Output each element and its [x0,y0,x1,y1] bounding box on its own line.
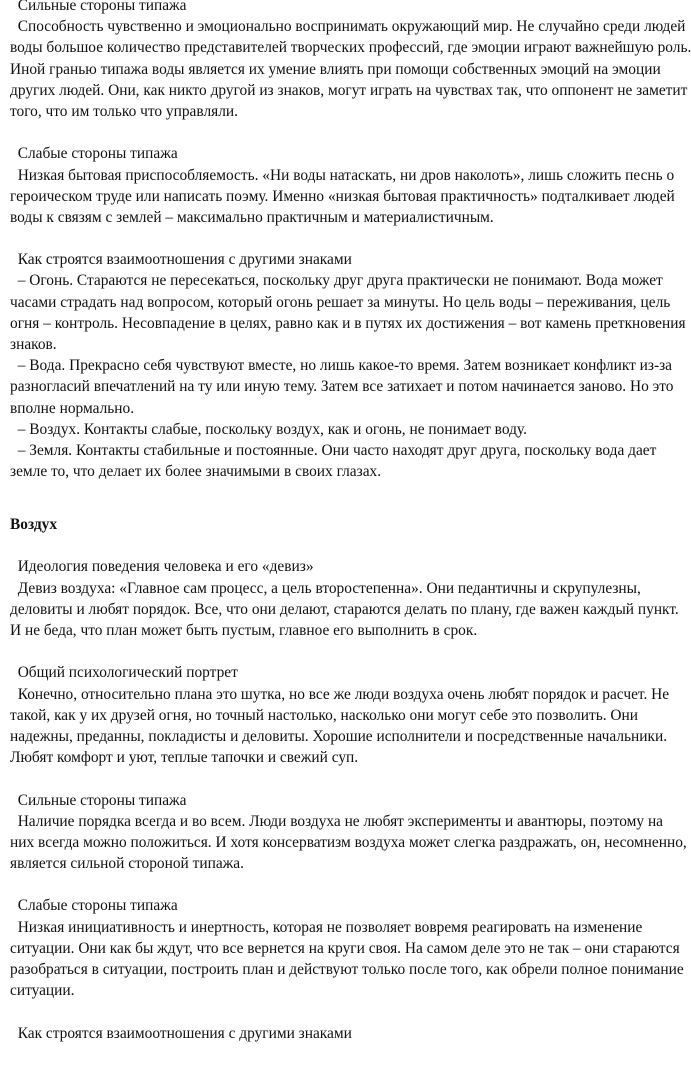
paragraph-line: разногласий впечатлений на ту или иную тему. Затем все затихает и потом начинается заново. Но это [10,378,674,396]
paragraph-line: Низкая инициативность и инертность, которая не позволяет вовремя реагировать на изменение [10,918,643,936]
paragraph-line: них всегда можно положиться. И хотя консерватизм воздуха может слегка раздражать, он, несомненно, [10,833,687,851]
section-air-ideology [10,556,679,641]
paragraph-line: – Вода. Прекрасно себя чувствуют вместе, но лишь какое-то время. Затем возникает конфликт из-за [10,357,673,375]
section-air-weaknesses [10,895,684,1001]
chapter-heading: Воздух [10,516,58,534]
paragraph-line: является сильной стороной типажа. [10,855,244,873]
paragraph-line: ситуации. Они как бы ждут, что все вернется на круги своя. На самом деле это не так – они стараются [10,939,680,957]
paragraph-line: Конечно, относительно плана это шутка, но все же люди воздуха очень любят порядок и расчет. Не [10,685,670,703]
section-title: Сильные стороны типажа [10,0,187,14]
paragraph-line: героическом труде или написать поэму. Именно «низкая бытовая практичность» подталкивает людей [10,187,675,205]
paragraph-line: такой, как у их друзей огня, но точный настолько, насколько они могут себе это позволить. Они [10,706,639,724]
paragraph-line: земле то, что делает их более значимыми в своих глазах. [10,463,382,481]
section-title: Сильные стороны типажа [10,791,187,809]
paragraph-line: воды к связям с землей – максимально практичным и материалистичным. [10,208,494,226]
paragraph-line: разобраться в ситуации, построить план и действуют только после того, как обрели полное понимание [10,961,684,979]
paragraph-line: деловиты и любят порядок. Все, что они делают, стараются делать по плану, где важен каждый пункт. [10,600,679,618]
paragraph-line: Наличие порядка всегда и во всем. Люди воздуха не любят эксперименты и авантюры, поэтому на [10,812,664,830]
section-title: Общий психологический портрет [10,664,238,682]
paragraph-line: Девиз воздуха: «Главное сам процесс, а цель второстепенна». Они педантичны и скрупулезны, [10,579,641,597]
paragraph-line: других людей. Они, как никто другой из знаков, могут играть на чувствах так, что оппонент не заметит [10,81,688,99]
paragraph-line: вполне нормально. [10,399,135,417]
section-title: Слабые стороны типажа [10,897,178,915]
section-water-strengths [10,0,691,122]
section-water-weaknesses [10,143,675,228]
section-water-relations [10,249,686,482]
section-air-portrait [10,662,670,768]
paragraph-line: – Земля. Контакты стабильные и постоянные. Они часто находят друг друга, поскольку вода дает [10,441,657,459]
paragraph-line: часами страдать над вопросом, который огонь решает за минуты. Но цель воды – переживания, цель [10,293,671,311]
paragraph-line: ситуации. [10,982,75,1000]
section-title: Как строятся взаимоотношения с другими знаками [10,251,352,269]
section-title: Как строятся взаимоотношения с другими знаками [10,1024,352,1042]
paragraph-line: – Огонь. Стараются не пересекаться, поскольку друг друга практически не понимают. Вода может [10,272,663,290]
chapter-air [10,514,618,535]
paragraph-line: огня – контроль. Несовпадение в целях, равно как и в путях их достижения – вот камень преткновения [10,314,686,332]
paragraph-line: – Воздух. Контакты слабые, поскольку воздух, как и огонь, не понимает воду. [10,420,527,438]
paragraph-line: воды большое количество представителей творческих профессий, где эмоции играют важнейшую роль. [10,39,691,57]
paragraph-line: знаков. [10,336,57,353]
document-page [10,0,691,1065]
section-title: Слабые стороны типажа [10,145,178,163]
paragraph-line: И не беда, что план может быть пустым, главное его выполнить в срок. [10,622,478,640]
section-air-strengths [10,790,687,875]
paragraph-line: Иной гранью типажа воды является их умение влиять при помощи собственных эмоций на эмоции [10,60,661,78]
paragraph-line: того, что им только что управляли. [10,102,238,120]
section-air-relations [10,1023,618,1044]
section-title: Идеология поведения человека и его «девиз» [10,558,314,576]
spacer [10,504,618,515]
paragraph-line: Любят комфорт и уют, теплые тапочки и свежий суп. [10,749,359,767]
paragraph-line: Низкая бытовая приспособляемость. «Ни воды натаскать, ни дров наколоть», лишь сложить песнь о [10,166,675,184]
paragraph-line: надежны, преданны, покладисты и деловиты. Хорошие исполнители и посредственные начальники. [10,727,668,745]
paragraph-line: Способность чувственно и эмоционально воспринимать окружающий мир. Не случайно среди людей [10,18,686,36]
